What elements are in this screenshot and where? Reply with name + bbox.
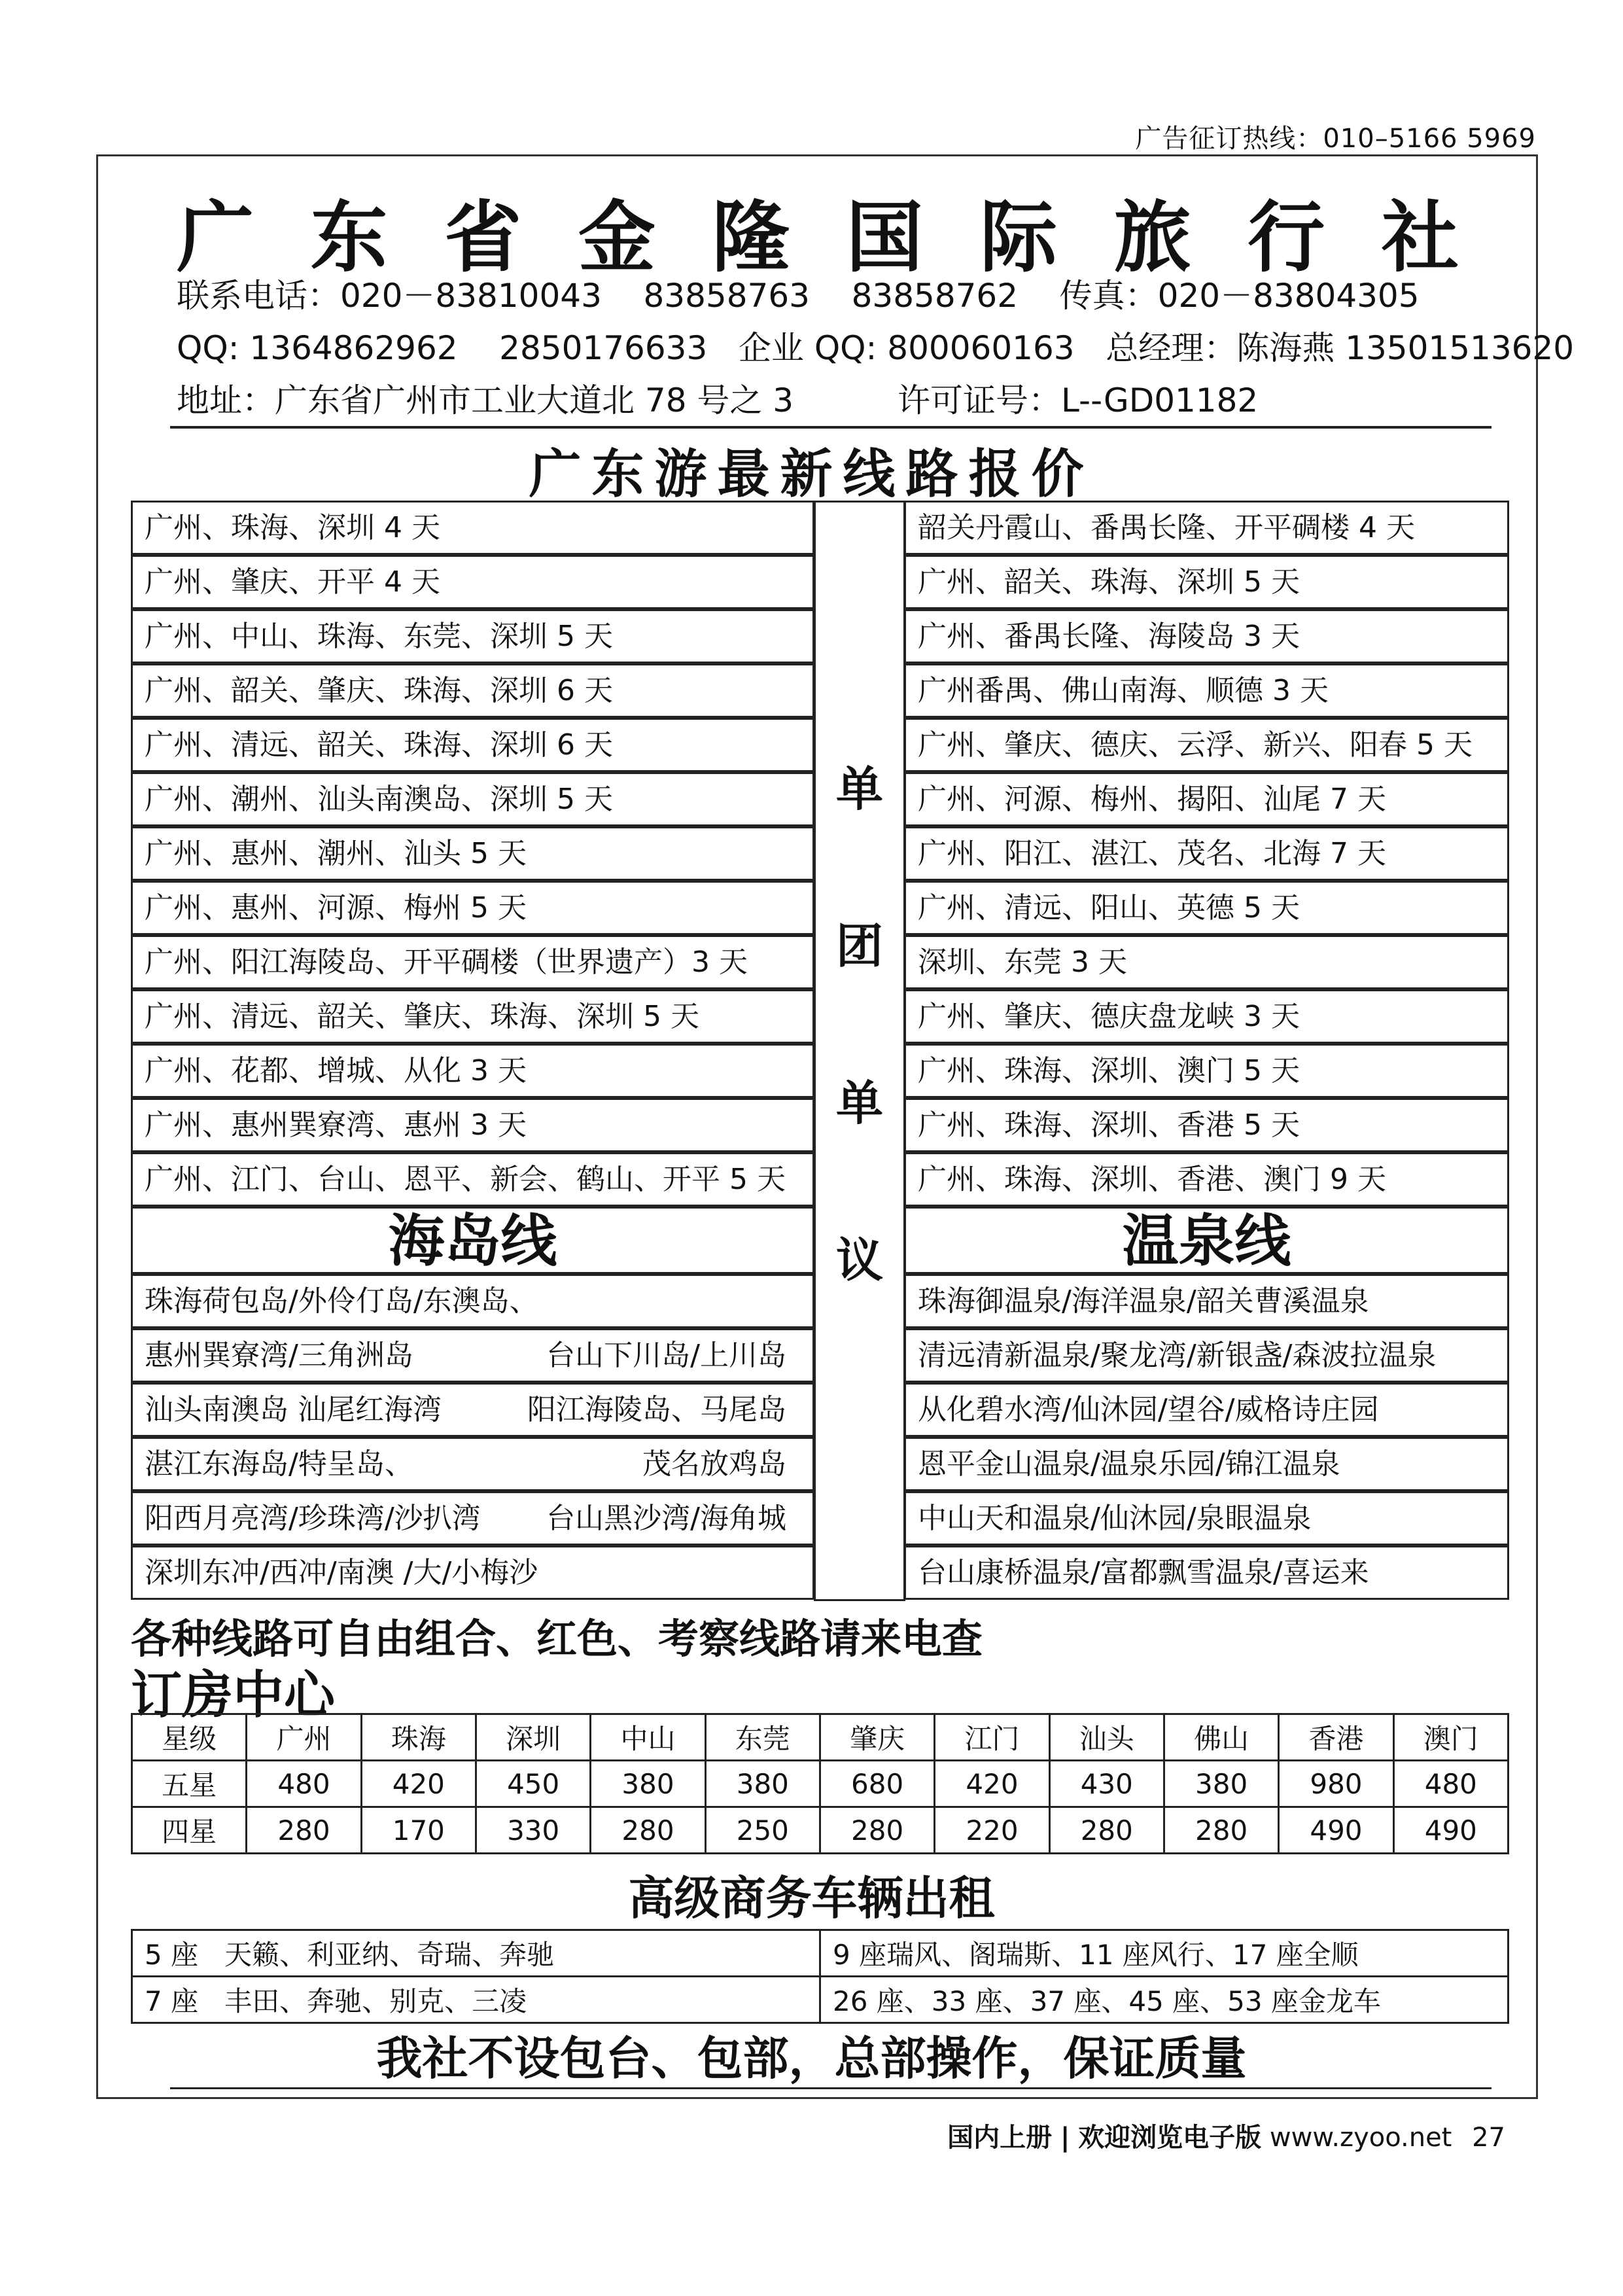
section-subtitle: 广东游最新线路报价 — [529, 443, 1094, 504]
island-route: 台山下川岛/上川岛 — [546, 1339, 786, 1372]
hotel-price-cell: 980 — [1279, 1761, 1393, 1807]
route-item: 广州、阳江海陵岛、开平碉楼（世界遗产）3 天 — [131, 935, 814, 989]
hotel-price-cell: 四星 — [132, 1807, 247, 1854]
column-char: 单 — [835, 1076, 883, 1131]
hotel-price-cell: 480 — [1393, 1761, 1508, 1807]
hotspring-route: 恩平金山温泉/温泉乐园/锦江温泉 — [904, 1437, 1509, 1491]
car-rental-title: 高级商务车辆出租 — [628, 1871, 995, 1925]
island-route-row — [131, 1328, 814, 1383]
route-item: 广州、珠海、深圳、香港、澳门 9 天 — [904, 1152, 1509, 1207]
contact-phone-line: 联系电话：020－83810043 83858763 83858762 传真：020－83804305 — [177, 277, 1420, 315]
island-route-row — [131, 1437, 814, 1491]
island-route: 汕头南澳岛 汕尾红海湾 — [145, 1393, 442, 1426]
car-cell: 26 座、33 座、37 座、45 座、53 座金龙车 — [820, 1977, 1509, 2023]
island-route: 茂名放鸡岛 — [642, 1447, 786, 1481]
hotel-price-cell: 280 — [591, 1807, 705, 1854]
island-route-row — [131, 1491, 814, 1545]
hotel-price-cell: 480 — [247, 1761, 361, 1807]
slogan: 我社不设包台、包部，总部操作，保证质量 — [376, 2032, 1247, 2085]
title-char: 社 — [1381, 192, 1459, 283]
hotel-header-cell: 香港 — [1279, 1714, 1393, 1761]
route-item: 广州、珠海、深圳 4 天 — [131, 501, 814, 555]
island-heading: 海岛线 — [131, 1207, 814, 1274]
hotel-header-cell: 星级 — [132, 1714, 247, 1761]
hotel-price-cell: 330 — [476, 1807, 590, 1854]
hotel-header-cell: 深圳 — [476, 1714, 590, 1761]
hotspring-route: 从化碧水湾/仙沐园/望谷/威格诗庄园 — [904, 1383, 1509, 1437]
page-footer — [947, 2117, 1505, 2154]
title-char: 行 — [1248, 192, 1325, 283]
island-route: 湛江东海岛/特呈岛、 — [145, 1447, 413, 1481]
route-item: 广州、中山、珠海、东莞、深圳 5 天 — [131, 609, 814, 663]
route-item: 广州、潮州、汕头南澳岛、深圳 5 天 — [131, 772, 814, 826]
hotel-price-cell: 420 — [935, 1761, 1049, 1807]
route-item: 广州、番禺长隆、海陵岛 3 天 — [904, 609, 1509, 663]
title-char: 隆 — [712, 192, 790, 283]
route-item: 广州、珠海、深圳、香港 5 天 — [904, 1098, 1509, 1152]
route-item: 广州、珠海、深圳、澳门 5 天 — [904, 1044, 1509, 1098]
column-char: 单 — [835, 762, 883, 817]
route-item: 广州、河源、梅州、揭阳、汕尾 7 天 — [904, 772, 1509, 826]
hotel-price-cell: 380 — [705, 1761, 820, 1807]
hotel-header-cell: 江门 — [935, 1714, 1049, 1761]
route-item: 广州、花都、增城、从化 3 天 — [131, 1044, 814, 1098]
hotspring-heading: 温泉线 — [904, 1207, 1509, 1274]
hotel-price-cell: 490 — [1279, 1807, 1393, 1854]
title-char: 旅 — [1113, 192, 1191, 283]
route-item: 广州番禺、佛山南海、顺德 3 天 — [904, 663, 1509, 718]
hotel-price-cell: 220 — [935, 1807, 1049, 1854]
combo-note: 各种线路可自由组合、红色、考察线路请来电查 — [131, 1615, 983, 1663]
column-char: 议 — [835, 1233, 883, 1288]
route-item: 广州、肇庆、德庆、云浮、新兴、阳春 5 天 — [904, 718, 1509, 772]
route-item: 广州、惠州、潮州、汕头 5 天 — [131, 826, 814, 881]
car-cell: 7 座 丰田、奔驰、别克、三凌 — [132, 1977, 820, 2023]
island-route-row — [131, 1545, 814, 1600]
page-number: 27 — [1472, 2123, 1505, 2153]
hotel-price-cell: 450 — [476, 1761, 590, 1807]
island-route: 深圳东冲/西冲/南澳 /大/小梅沙 — [145, 1556, 538, 1589]
island-route-row — [131, 1274, 814, 1328]
hotspring-route: 台山康桥温泉/富都飘雪温泉/喜运来 — [904, 1545, 1509, 1600]
route-item: 广州、惠州、河源、梅州 5 天 — [131, 881, 814, 935]
title-char: 国 — [846, 192, 924, 283]
hotel-header-cell: 佛山 — [1164, 1714, 1278, 1761]
title-char: 金 — [578, 192, 655, 283]
car-cell: 9 座瑞风、阁瑞斯、11 座风行、17 座全顺 — [820, 1930, 1509, 1977]
car-cell: 5 座 天籁、利亚纳、奇瑞、奔驰 — [132, 1930, 820, 1977]
hotspring-route: 珠海御温泉/海洋温泉/韶关曹溪温泉 — [904, 1274, 1509, 1328]
ad-hotline: 广告征订热线：010–5166 5969 — [1135, 124, 1536, 154]
footer-welcome: 欢迎浏览电子版 — [1078, 2123, 1262, 2153]
car-row — [132, 1977, 1509, 2023]
hotel-header-cell: 东莞 — [705, 1714, 820, 1761]
hotel-price-cell: 250 — [705, 1807, 820, 1854]
divider — [170, 2087, 1492, 2089]
hotel-header-cell: 汕头 — [1049, 1714, 1164, 1761]
hotel-price-cell: 280 — [1049, 1807, 1164, 1854]
car-rental-table — [131, 1929, 1509, 2024]
contact-qq-line: QQ: 1364862962 2850176633 企业 QQ: 800060163 总经理：陈海燕 13501513620 — [177, 329, 1575, 367]
route-item: 韶关丹霞山、番禺长隆、开平碉楼 4 天 — [904, 501, 1509, 555]
footer-separator: | — [1060, 2123, 1070, 2153]
hotel-price-cell: 490 — [1393, 1807, 1508, 1854]
route-item: 广州、肇庆、德庆盘龙峡 3 天 — [904, 989, 1509, 1044]
island-route: 阳西月亮湾/珍珠湾/沙扒湾 — [145, 1502, 481, 1535]
hotel-price-cell: 420 — [361, 1761, 476, 1807]
hotel-header-cell: 澳门 — [1393, 1714, 1508, 1761]
hotel-header-cell: 中山 — [591, 1714, 705, 1761]
route-item: 广州、清远、韶关、肇庆、珠海、深圳 5 天 — [131, 989, 814, 1044]
footer-section: 国内上册 — [947, 2123, 1053, 2153]
route-item: 深圳、东莞 3 天 — [904, 935, 1509, 989]
route-item: 广州、肇庆、开平 4 天 — [131, 555, 814, 609]
hotel-header-row — [132, 1714, 1509, 1761]
hotel-price-cell: 430 — [1049, 1761, 1164, 1807]
contact-address-line: 地址：广东省广州市工业大道北 78 号之 3 许可证号：L--GD01182 — [177, 381, 1259, 419]
hotel-price-row — [132, 1807, 1509, 1854]
column-char: 团 — [835, 919, 883, 974]
route-item: 广州、江门、台山、恩平、新会、鹤山、开平 5 天 — [131, 1152, 814, 1207]
hotel-price-cell: 280 — [820, 1807, 934, 1854]
hotel-header-cell: 肇庆 — [820, 1714, 934, 1761]
route-item: 广州、清远、韶关、珠海、深圳 6 天 — [131, 718, 814, 772]
single-group-negotiable-column — [814, 501, 905, 1601]
route-item: 广州、韶关、珠海、深圳 5 天 — [904, 555, 1509, 609]
title-char: 东 — [310, 192, 388, 283]
hotel-price-cell: 五星 — [132, 1761, 247, 1807]
hotel-price-cell: 380 — [591, 1761, 705, 1807]
hotel-price-cell: 280 — [1164, 1807, 1278, 1854]
hotel-price-cell: 280 — [247, 1807, 361, 1854]
title-char: 际 — [979, 192, 1057, 283]
hotel-price-cell: 170 — [361, 1807, 476, 1854]
island-route: 台山黑沙湾/海角城 — [546, 1502, 786, 1535]
route-item: 广州、惠州巽寮湾、惠州 3 天 — [131, 1098, 814, 1152]
hotel-price-row — [132, 1761, 1509, 1807]
hotel-price-cell: 680 — [820, 1761, 934, 1807]
route-item: 广州、阳江、湛江、茂名、北海 7 天 — [904, 826, 1509, 881]
island-route-row — [131, 1383, 814, 1437]
hotel-price-table — [131, 1713, 1509, 1854]
hotspring-route: 中山天和温泉/仙沐园/泉眼温泉 — [904, 1491, 1509, 1545]
route-item: 广州、韶关、肇庆、珠海、深圳 6 天 — [131, 663, 814, 718]
hotspring-route: 清远清新温泉/聚龙湾/新银盏/森波拉温泉 — [904, 1328, 1509, 1383]
divider — [170, 426, 1492, 429]
hotel-price-cell: 380 — [1164, 1761, 1278, 1807]
island-route: 惠州巽寮湾/三角洲岛 — [145, 1339, 413, 1372]
car-row — [132, 1930, 1509, 1977]
hotel-header-cell: 广州 — [247, 1714, 361, 1761]
island-route: 珠海荷包岛/外伶仃岛/东澳岛、 — [145, 1284, 538, 1318]
hotel-header-cell: 珠海 — [361, 1714, 476, 1761]
route-item: 广州、清远、阳山、英德 5 天 — [904, 881, 1509, 935]
booking-center-title: 订房中心 — [131, 1666, 336, 1725]
title-char: 广 — [177, 192, 254, 283]
title-char: 省 — [444, 192, 522, 283]
island-route: 阳江海陵岛、马尾岛 — [527, 1393, 786, 1426]
footer-site-link[interactable]: www.zyoo.net — [1269, 2123, 1452, 2153]
